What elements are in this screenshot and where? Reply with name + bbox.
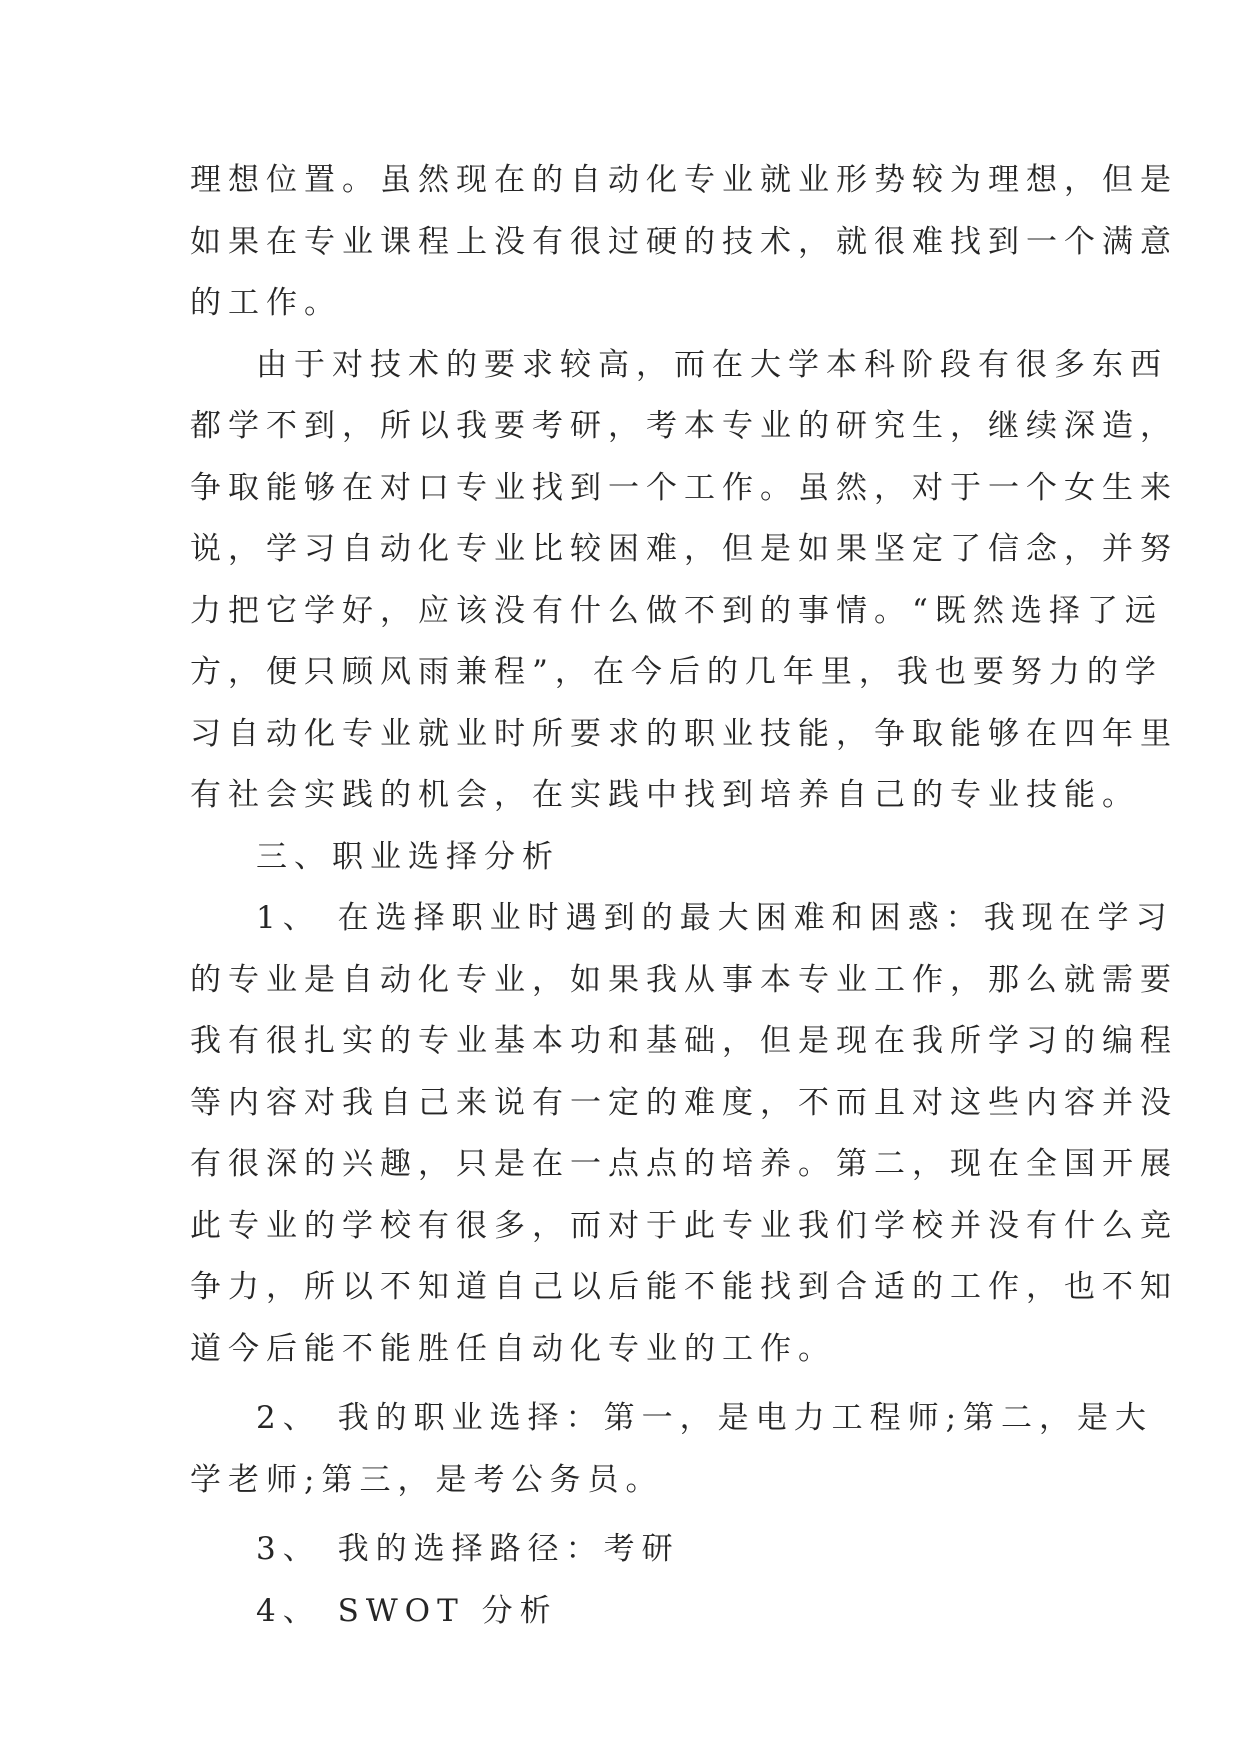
text-line: 理想位置。虽然现在的自动化专业就业形势较为理想，但是 (190, 162, 1178, 198)
text-line: 如果在专业课程上没有很过硬的技术，就很难找到一个满意 (190, 223, 1178, 260)
document-body (190, 150, 1178, 1642)
text-line: 有社会实践的机会，在实践中找到培养自己的专业技能。 (190, 777, 1140, 813)
text-line: 有很深的兴趣，只是在一点点的培养。第二，现在全国开展 (190, 1146, 1178, 1182)
list-item-4: 4、 SWOT 分析 (256, 1592, 558, 1629)
text-line: 都学不到，所以我要考研，考本专业的研究生，继续深造， (190, 408, 1178, 444)
text-line: 的工作。 (190, 285, 342, 321)
text-line: 我有很扎实的专业基本功和基础，但是现在我所学习的编程 (190, 1023, 1178, 1059)
text-line: 争力，所以不知道自己以后能不能找到合适的工作，也不知 (190, 1269, 1178, 1305)
text-line: 说，学习自动化专业比较困难，但是如果坚定了信念，并努 (190, 531, 1178, 567)
list-item-2-start: 2、 我的职业选择：第一，是电力工程师;第二，是大 (256, 1400, 1154, 1436)
section-heading: 三、职业选择分析 (256, 838, 560, 875)
paragraph-start-line: 由于对技术的要求较高，而在大学本科阶段有很多东西 (256, 346, 1168, 383)
text-line: 习自动化专业就业时所要求的职业技能，争取能够在四年里 (190, 715, 1178, 752)
text-line: 学老师;第三，是考公务员。 (190, 1461, 664, 1498)
list-item-3: 3、 我的选择路径：考研 (256, 1531, 680, 1567)
text-line: 的专业是自动化专业，如果我从事本专业工作，那么就需要 (190, 961, 1178, 998)
list-item-1-start: 1、 在选择职业时遇到的最大困难和困惑：我现在学习 (256, 900, 1174, 936)
text-line: 此专业的学校有很多，而对于此专业我们学校并没有什么竞 (190, 1207, 1178, 1244)
text-line: 道今后能不能胜任自动化专业的工作。 (190, 1330, 836, 1367)
text-line: 等内容对我自己来说有一定的难度，不而且对这些内容并没 (190, 1084, 1178, 1121)
text-line: 争取能够在对口专业找到一个工作。虽然，对于一个女生来 (190, 469, 1178, 506)
text-line: 方，便只顾风雨兼程”，在今后的几年里，我也要努力的学 (190, 654, 1163, 690)
text-line: 力把它学好，应该没有什么做不到的事情。“既然选择了远 (190, 592, 1163, 629)
